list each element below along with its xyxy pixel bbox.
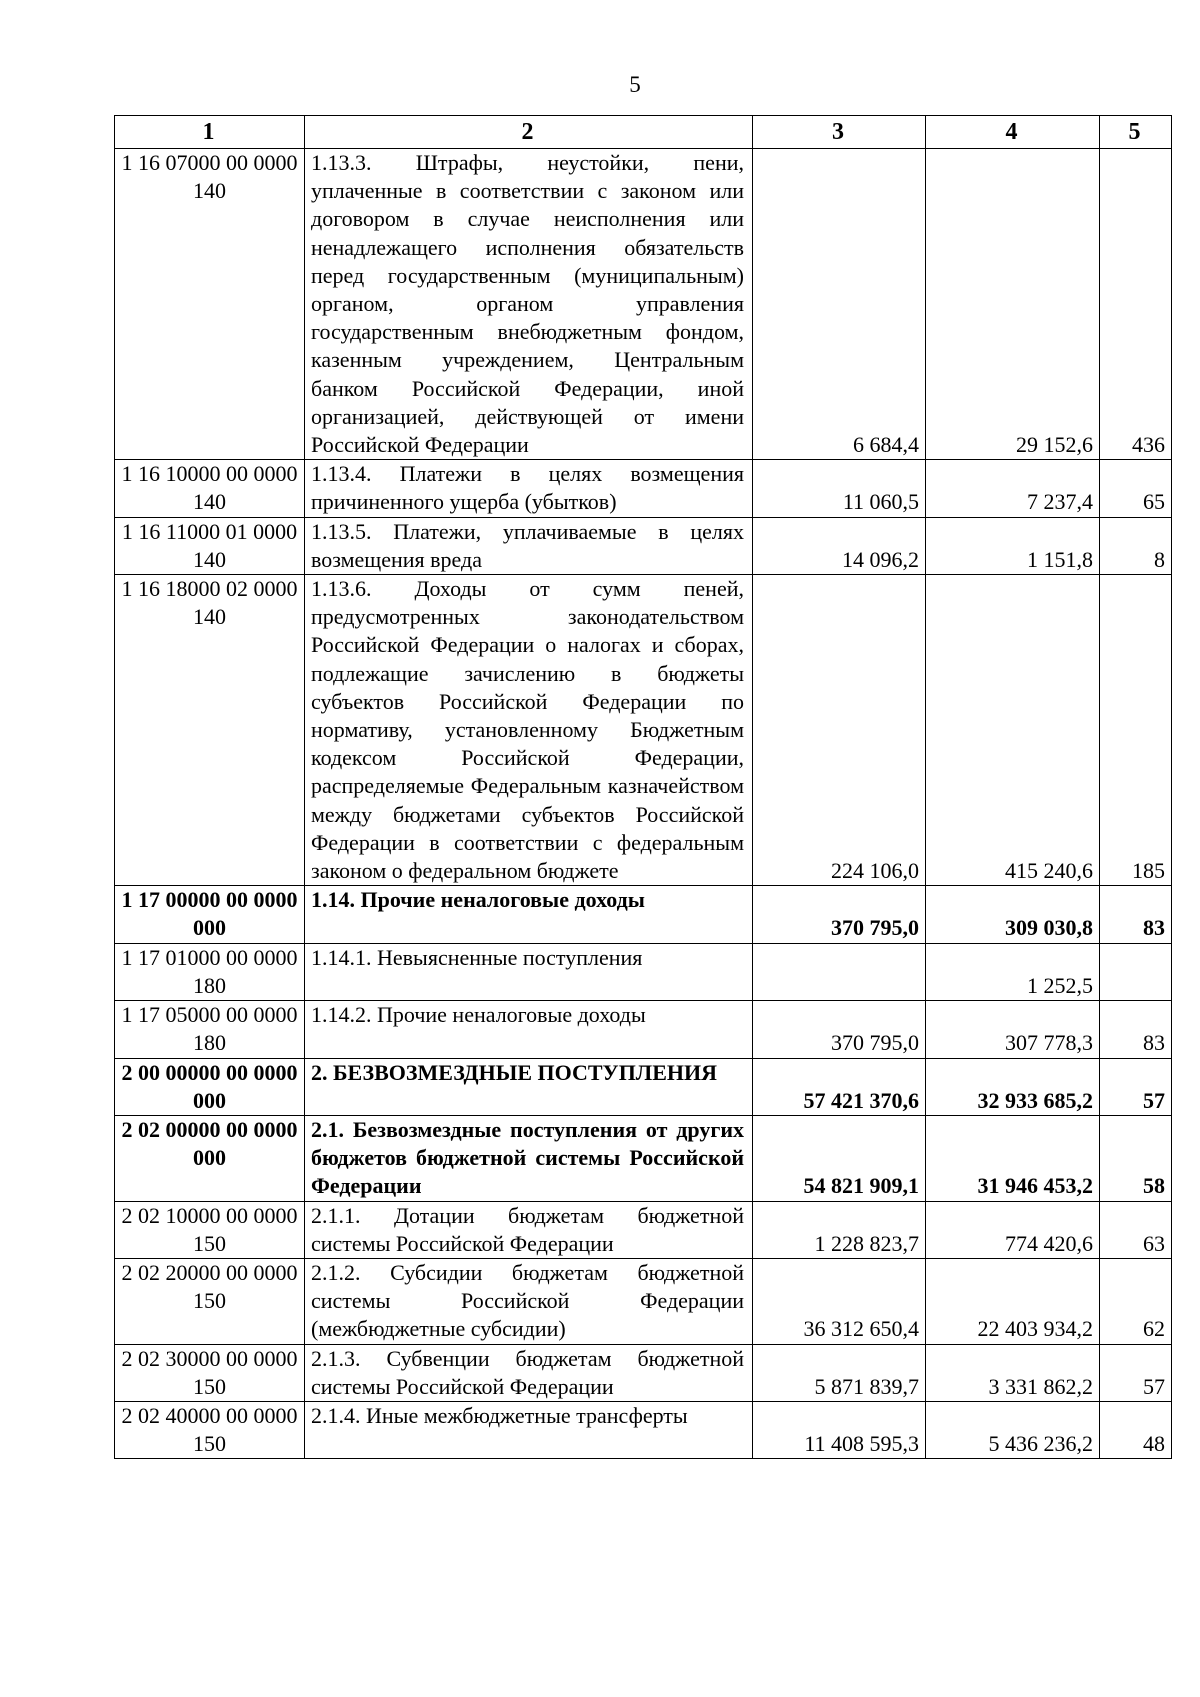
percent-cell: 58	[1100, 1115, 1172, 1201]
amount-col4-cell: 5 436 236,2	[926, 1401, 1100, 1458]
budget-code-cell: 1 17 05000 00 0000 180	[115, 1001, 305, 1058]
table-row	[115, 943, 1172, 1000]
description-cell: 2.1.2. Субсидии бюджетам бюджетной системы Российской Федерации (межбюджетные субсидии)	[305, 1258, 753, 1344]
amount-col4-cell: 1 252,5	[926, 943, 1100, 1000]
table-row	[115, 460, 1172, 517]
amount-col3-cell: 1 228 823,7	[753, 1201, 926, 1258]
percent-cell: 63	[1100, 1201, 1172, 1258]
table-row	[115, 1258, 1172, 1344]
percent-cell: 48	[1100, 1401, 1172, 1458]
percent-cell: 57	[1100, 1058, 1172, 1115]
table-row	[115, 149, 1172, 460]
page-number: 5	[629, 72, 641, 97]
description-cell: 1.14.1. Невыясненные поступления	[305, 943, 753, 1000]
amount-col3-cell: 224 106,0	[753, 575, 926, 886]
header-row	[115, 116, 1172, 149]
description-cell: 2.1.4. Иные межбюджетные трансферты	[305, 1401, 753, 1458]
amount-col4-cell: 29 152,6	[926, 149, 1100, 460]
budget-code-cell: 1 17 01000 00 0000 180	[115, 943, 305, 1000]
amount-col4-cell: 307 778,3	[926, 1001, 1100, 1058]
percent-cell	[1100, 943, 1172, 1000]
column-header-4: 4	[926, 116, 1100, 149]
percent-cell: 62	[1100, 1258, 1172, 1344]
budget-code-cell: 1 16 07000 00 0000 140	[115, 149, 305, 460]
column-header-2: 2	[305, 116, 753, 149]
table-row	[115, 1344, 1172, 1401]
description-cell: 2.1. Безвозмездные поступления от других бюджетов бюджетной системы Российской Федерации	[305, 1115, 753, 1201]
amount-col3-cell: 6 684,4	[753, 149, 926, 460]
budget-code-cell: 1 16 18000 02 0000 140	[115, 575, 305, 886]
amount-col3-cell: 370 795,0	[753, 1001, 926, 1058]
description-cell: 1.13.3. Штрафы, неустойки, пени, уплаченные в соответствии с законом или договором в случае неисполнения или ненадлежащего исполнения обязательств перед государственным (муниципальным) органом, органом управления государственным внебюджетным фондом, казенным учреждением, Центральным банком Российской Федерации, иной организацией, действующей от имени Российской Федерации	[305, 149, 753, 460]
amount-col3-cell: 5 871 839,7	[753, 1344, 926, 1401]
amount-col4-cell: 1 151,8	[926, 517, 1100, 574]
amount-col3-cell: 370 795,0	[753, 886, 926, 943]
amount-col3-cell	[753, 943, 926, 1000]
amount-col4-cell: 415 240,6	[926, 575, 1100, 886]
table-row	[115, 1401, 1172, 1458]
table-row	[115, 1058, 1172, 1115]
amount-col4-cell: 7 237,4	[926, 460, 1100, 517]
amount-col3-cell: 11 060,5	[753, 460, 926, 517]
budget-code-cell: 2 02 20000 00 0000 150	[115, 1258, 305, 1344]
percent-cell: 8	[1100, 517, 1172, 574]
budget-code-cell: 2 02 10000 00 0000 150	[115, 1201, 305, 1258]
percent-cell: 436	[1100, 149, 1172, 460]
amount-col3-cell: 14 096,2	[753, 517, 926, 574]
column-header-5: 5	[1100, 116, 1172, 149]
amount-col3-cell: 36 312 650,4	[753, 1258, 926, 1344]
table-row	[115, 1001, 1172, 1058]
amount-col4-cell: 774 420,6	[926, 1201, 1100, 1258]
percent-cell: 83	[1100, 1001, 1172, 1058]
description-cell: 2. БЕЗВОЗМЕЗДНЫЕ ПОСТУПЛЕНИЯ	[305, 1058, 753, 1115]
description-cell: 1.13.5. Платежи, уплачиваемые в целях возмещения вреда	[305, 517, 753, 574]
description-cell: 1.13.6. Доходы от сумм пеней, предусмотренных законодательством Российской Федерации о налогах и сборах, подлежащие зачислению в бюджеты субъектов Российской Федерации по нормативу, установленному Бюджетным кодексом Российской Федерации, распределяемые Федеральным казначейством между бюджетами субъектов Российской Федерации в соответствии с федеральным законом о федеральном бюджете	[305, 575, 753, 886]
percent-cell: 83	[1100, 886, 1172, 943]
budget-code-cell: 2 00 00000 00 0000 000	[115, 1058, 305, 1115]
table-row	[115, 1115, 1172, 1201]
description-cell: 1.14.2. Прочие неналоговые доходы	[305, 1001, 753, 1058]
column-header-3: 3	[753, 116, 926, 149]
table-row	[115, 1201, 1172, 1258]
budget-code-cell: 2 02 00000 00 0000 000	[115, 1115, 305, 1201]
amount-col3-cell: 54 821 909,1	[753, 1115, 926, 1201]
budget-code-cell: 1 17 00000 00 0000 000	[115, 886, 305, 943]
column-header-1: 1	[115, 116, 305, 149]
amount-col4-cell: 309 030,8	[926, 886, 1100, 943]
budget-code-cell: 2 02 40000 00 0000 150	[115, 1401, 305, 1458]
budget-table	[114, 115, 1172, 1459]
amount-col4-cell: 22 403 934,2	[926, 1258, 1100, 1344]
percent-cell: 65	[1100, 460, 1172, 517]
amount-col3-cell: 11 408 595,3	[753, 1401, 926, 1458]
description-cell: 2.1.3. Субвенции бюджетам бюджетной системы Российской Федерации	[305, 1344, 753, 1401]
table-body	[115, 149, 1172, 1459]
percent-cell: 57	[1100, 1344, 1172, 1401]
percent-cell: 185	[1100, 575, 1172, 886]
amount-col4-cell: 31 946 453,2	[926, 1115, 1100, 1201]
budget-code-cell: 2 02 30000 00 0000 150	[115, 1344, 305, 1401]
table-row	[115, 575, 1172, 886]
amount-col4-cell: 32 933 685,2	[926, 1058, 1100, 1115]
amount-col4-cell: 3 331 862,2	[926, 1344, 1100, 1401]
table-row	[115, 886, 1172, 943]
table-row	[115, 517, 1172, 574]
description-cell: 1.13.4. Платежи в целях возмещения причиненного ущерба (убытков)	[305, 460, 753, 517]
description-cell: 2.1.1. Дотации бюджетам бюджетной системы Российской Федерации	[305, 1201, 753, 1258]
budget-code-cell: 1 16 10000 00 0000 140	[115, 460, 305, 517]
budget-code-cell: 1 16 11000 01 0000 140	[115, 517, 305, 574]
amount-col3-cell: 57 421 370,6	[753, 1058, 926, 1115]
description-cell: 1.14. Прочие неналоговые доходы	[305, 886, 753, 943]
